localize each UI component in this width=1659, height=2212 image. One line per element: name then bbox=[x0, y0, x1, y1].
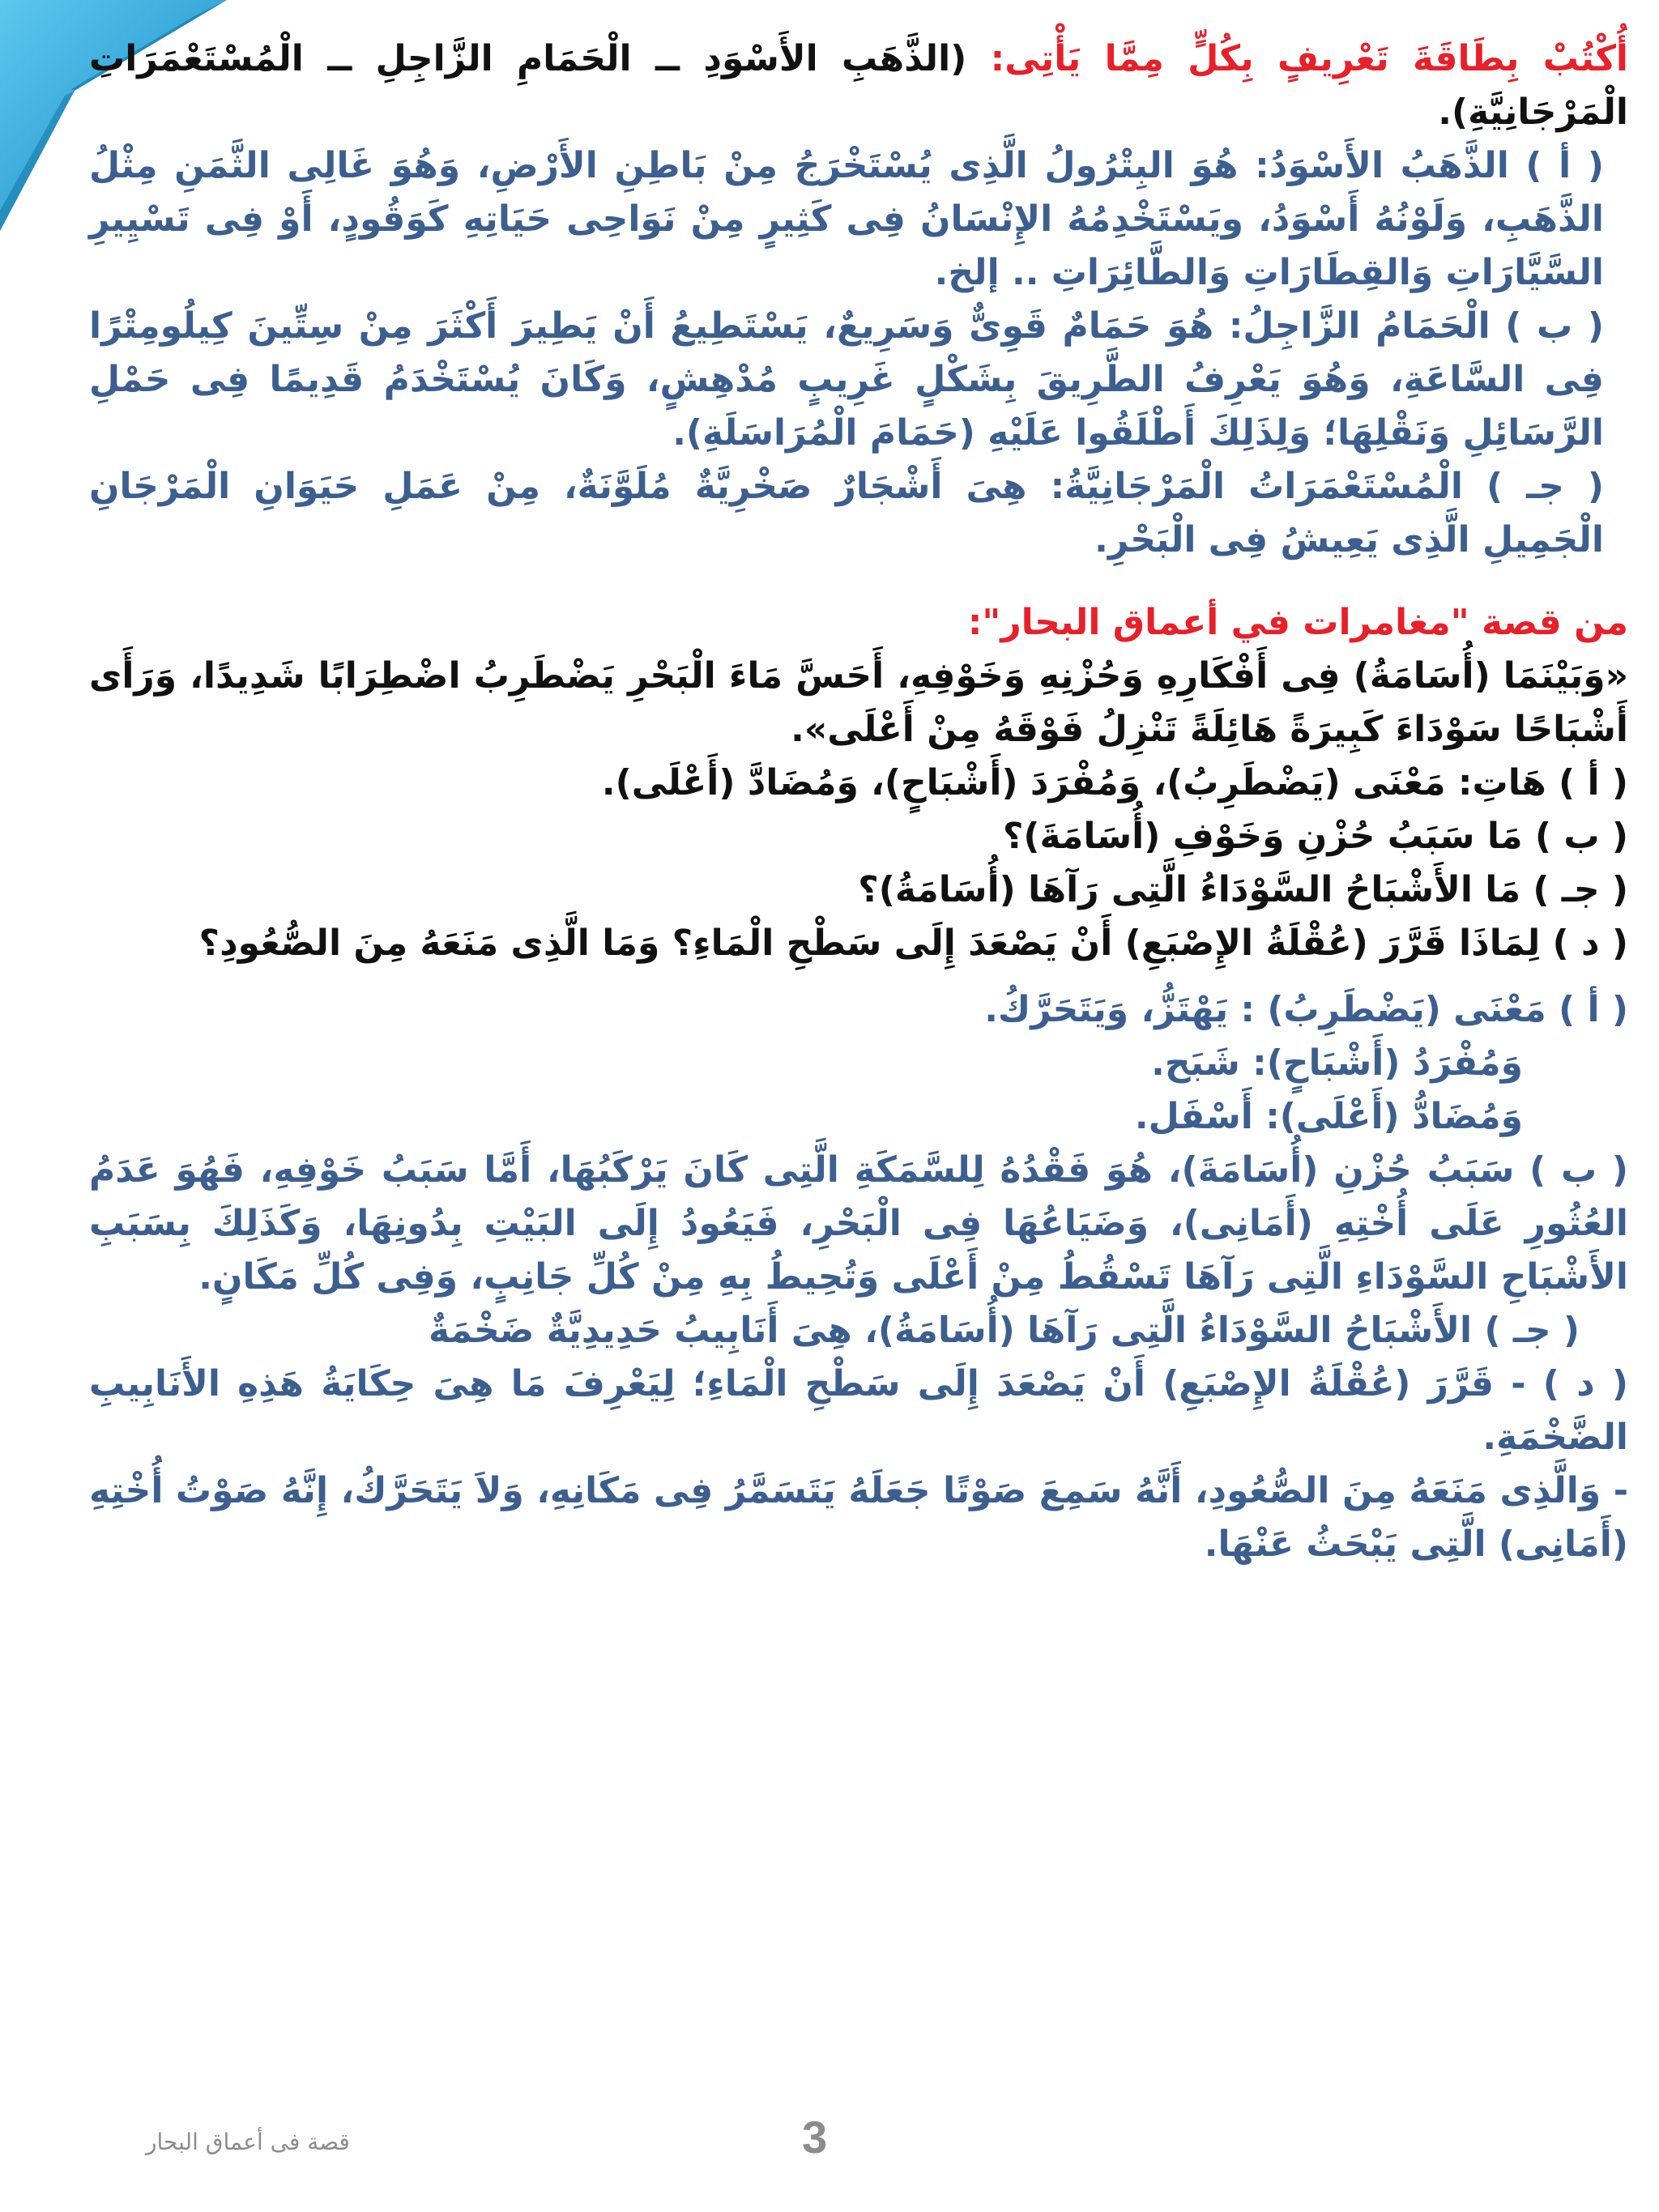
passage-question-d: ( د ) لِمَاذَا قَرَّرَ (عُقْلَةُ الإِصْبَعِ) أَنْ يَصْعَدَ إِلَى سَطْحِ الْمَاءِ؟ وَمَا الَّذِى مَنَعَهُ مِنَ الصُّعُودِ؟ bbox=[198, 923, 1628, 964]
question-1-items: (الذَّهَبِ الأَسْوَدِ ــ الْحَمَامِ الزَّاجِلِ ــ الْمُسْتَعْمَرَاتِ الْمَرْجَانِيَّةِ). bbox=[89, 38, 1628, 133]
answer-2a-singular: وَمُفْرَدُ (أَشْبَاحٍ): شَبَح. bbox=[1151, 1042, 1523, 1084]
question-1-prompt: أُكْتُبْ بِطَاقَةَ تَعْرِيفٍ بِكُلٍّ مِمَّا يَأْتِى: bbox=[990, 38, 1628, 79]
footer-title: قصة فى أعماق البحار bbox=[146, 2129, 350, 2155]
answer-2d: ( د ) - قَرَّرَ (عُقْلَةُ الإِصْبَعِ) أَنْ يَصْعَدَ إِلَى سَطْحِ الْمَاءِ؛ لِيَعْرِفَ مَا هِىَ حِكَايَةُ هَذِهِ الأَنَابِيبِ الضَّخْمَةِ. bbox=[89, 1363, 1628, 1458]
answer-2b: ( ب ) سَبَبُ حُزْنِ (أُسَامَةَ)، هُوَ فَقْدُهُ لِلسَّمَكَةِ الَّتِى كَانَ يَرْكَبُهَا، أَمَّا سَبَبُ خَوْفِهِ، فَهُوَ عَدَمُ العُثُورِ عَلَى أُخْتِهِ (أَمَانِى)، وَضَيَاعُهَا فِى الْبَحْرِ، فَيَعُودُ إِلَى البَيْتِ بِدُونِهَا، وَكَذَلِكَ بِسَبَبِ الأَشْبَاحِ السَّوْدَاءِ الَّتِى رَآهَا تَسْقُطُ مِنْ أَعْلَى وَتُحِيطُ بِهِ مِنْ كُلِّ جَانِبٍ، وَفِى كُلِّ مَكَانٍ. bbox=[89, 1149, 1628, 1298]
answer-2a-opposite: وَمُضَادُّ (أَعْلَى): أَسْفَل. bbox=[1134, 1096, 1523, 1137]
question-1-answers bbox=[89, 139, 1628, 567]
answer-2a-meaning: ( أ ) مَعْنَى (يَضْطَرِبُ) : يَهْتَزُّ، وَيَتَحَرَّكُ. bbox=[984, 989, 1628, 1030]
question-1 bbox=[89, 32, 1628, 139]
answer-1a: ( أ ) الذَّهَبُ الأَسْوَدُ: هُوَ البِتْرُولُ الَّذِى يُسْتَخْرَجُ مِنْ بَاطِنِ الأَرْضِ، وَهُوَ غَالِى الثَّمَنِ مِثْلُ الذَّهَبِ، وَلَوْنُهُ أَسْوَدُ، ويَسْتَخْدِمُهُ الإِنْسَانُ فِى كَثِيرٍ مِنْ نَوَاحِى حَيَاتِهِ كَوَقُودٍ، أَوْ فِى تَسْيِيرِ السَّيَّارَاتِ وَالقِطَارَاتِ وَالطَّائِرَاتِ .. إلخ. bbox=[89, 145, 1604, 293]
answer-2d-second: - وَالَّذِى مَنَعَهُ مِنَ الصُّعُودِ، أَنَّهُ سَمِعَ صَوْتًا جَعَلَهُ يَتَسَمَّرُ فِى مَكَانِهِ، وَلاَ يَتَحَرَّكُ، إِنَّهُ صَوْتُ أُخْتِهِ (أَمَانِى) الَّتِى يَبْحَثُ عَنْهَا. bbox=[89, 1470, 1628, 1565]
passage-question-b: ( ب ) مَا سَبَبُ حُزْنِ وَخَوْفِ (أُسَامَةَ)؟ bbox=[1002, 816, 1628, 857]
passage-question-a: ( أ ) هَاتِ: مَعْنَى (يَضْطَرِبُ)، وَمُفْرَدَ (أَشْبَاحٍ)، وَمُضَادَّ (أَعْلَى). bbox=[601, 762, 1628, 803]
answer-1b: ( ب ) الْحَمَامُ الزَّاجِلُ: هُوَ حَمَامٌ قَوِىٌّ وَسَرِيعٌ، يَسْتَطِيعُ أَنْ يَطِيرَ أَكْثَرَ مِنْ سِتِّينَ كِيلُومِتْرًا فِى السَّاعَةِ، وَهُوَ يَعْرِفُ الطَّرِيقَ بِشَكْلٍ غَرِيبٍ مُدْهِشٍ، وَكَانَ يُسْتَخْدَمُ قَدِيمًا فِى حَمْلِ الرَّسَائِلِ وَنَقْلِهَا؛ وَلِذَلِكَ أَطْلَقُوا عَلَيْهِ (حَمَامَ الْمُرَاسَلَةِ). bbox=[89, 305, 1604, 454]
passage-text: «وَبَيْنَمَا (أُسَامَةُ) فِى أَفْكَارِهِ وَحُزْنِهِ وَخَوْفِهِ، أَحَسَّ مَاءَ الْبَحْرِ يَضْطَرِبُ اضْطِرَابًا شَدِيدًا، وَرَأَى أَشْبَاحًا سَوْدَاءَ كَبِيرَةً هَائِلَةً تَنْزِلُ فَوْقَهُ مِنْ أَعْلَى». bbox=[89, 655, 1628, 750]
page-number: 3 bbox=[802, 2112, 828, 2163]
answer-1c: ( جـ ) الْمُسْتَعْمَرَاتُ الْمَرْجَانِيَّةُ: هِىَ أَشْجَارٌ صَخْرِيَّةٌ مُلَوَّنَةٌ، مِنْ عَمَلِ حَيَوَانِ الْمَرْجَانِ الْجَمِيلِ الَّذِى يَعِيشُ فِى الْبَحْرِ. bbox=[89, 466, 1604, 560]
passage-question-c: ( جـ ) مَا الأَشْبَاحُ السَّوْدَاءُ الَّتِى رَآهَا (أُسَامَةُ)؟ bbox=[858, 869, 1628, 910]
document-page bbox=[89, 32, 1628, 1571]
passage-heading: من قصة "مغامرات في أعماق البحار": bbox=[967, 602, 1628, 643]
answer-2c: ( جـ ) الأَشْبَاحُ السَّوْدَاءُ الَّتِى رَآهَا (أُسَامَةُ)، هِىَ أَنَابِيبُ حَدِيدِيَّةٌ ضَخْمَةٌ bbox=[428, 1310, 1580, 1351]
